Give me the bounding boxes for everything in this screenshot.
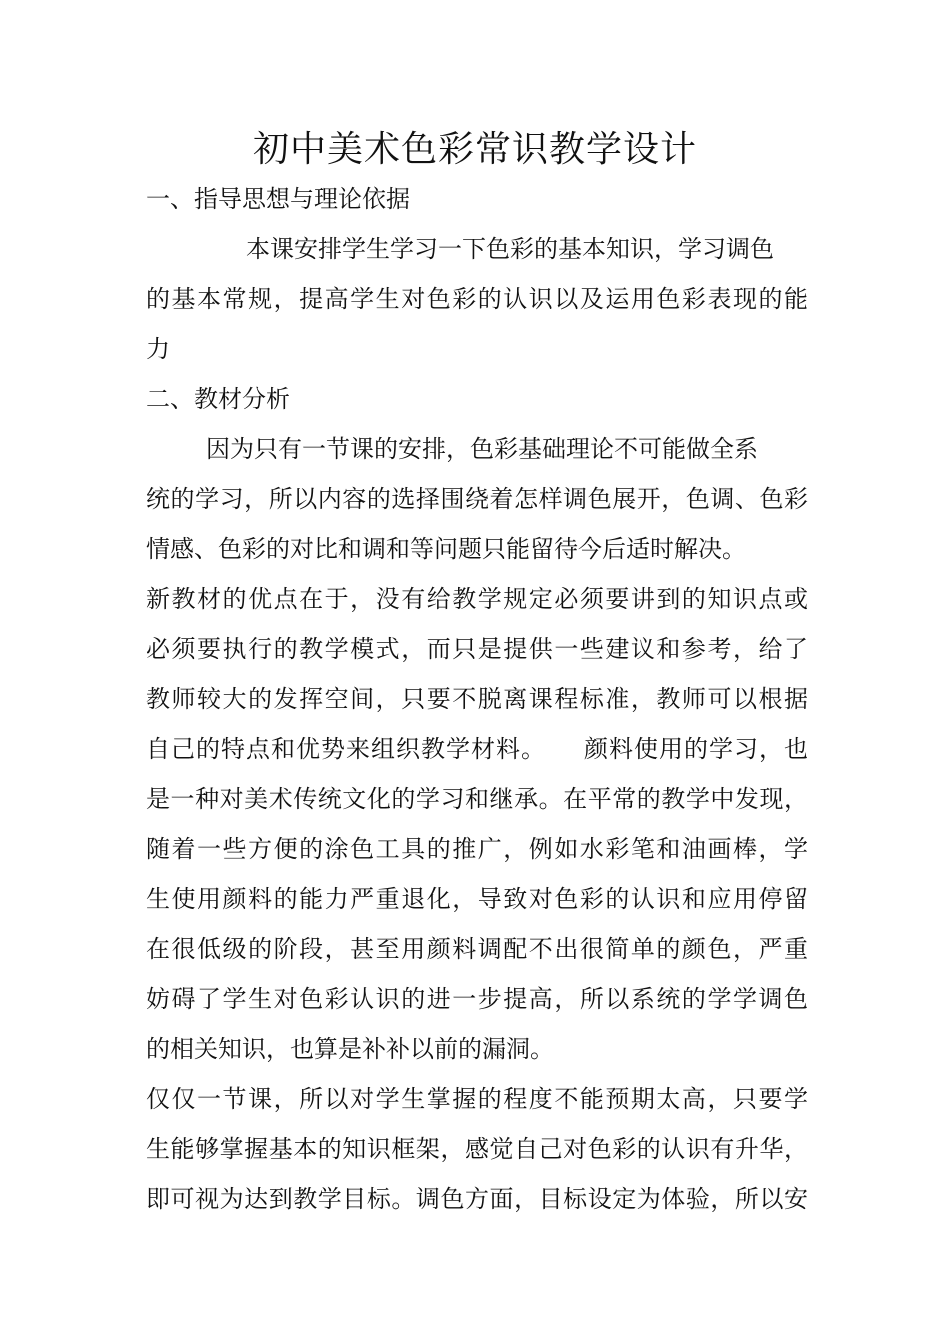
paragraph-line: 妨碍了学生对色彩认识的进一步提高，所以系统的学学调色	[146, 985, 808, 1013]
paragraph-line: 即可视为达到教学目标。调色方面，目标设定为体验，所以安	[146, 1185, 808, 1213]
paragraph-line: 教师较大的发挥空间，只要不脱离课程标准，教师可以根据	[146, 685, 808, 713]
paragraph-line: 自己的特点和优势来组织教学材料。 颜料使用的学习，也	[146, 735, 808, 763]
paragraph-line: 情感、色彩的对比和调和等问题只能留待今后适时解决。	[146, 535, 746, 563]
document-title: 初中美术色彩常识教学设计	[252, 129, 697, 170]
section-heading-1: 一、指导思想与理论依据	[146, 185, 410, 213]
paragraph-line: 仅仅一节课，所以对学生掌握的程度不能预期太高，只要学	[146, 1085, 808, 1113]
paragraph-line: 力	[146, 335, 170, 363]
paragraph-line: 在很低级的阶段，甚至用颜料调配不出很简单的颜色，严重	[146, 935, 808, 963]
paragraph-line: 的基本常规，提高学生对色彩的认识以及运用色彩表现的能	[146, 285, 808, 313]
paragraph-line: 的相关知识，也算是补补以前的漏洞。	[146, 1035, 554, 1063]
paragraph-line: 本课安排学生学习一下色彩的基本知识，学习调色	[246, 235, 774, 263]
paragraph-line: 必须要执行的教学模式，而只是提供一些建议和参考，给了	[146, 635, 808, 663]
paragraph-line: 新教材的优点在于，没有给教学规定必须要讲到的知识点或	[146, 585, 808, 613]
paragraph-line: 随着一些方便的涂色工具的推广，例如水彩笔和油画棒，学	[146, 835, 808, 863]
paragraph-line: 统的学习，所以内容的选择围绕着怎样调色展开，色调、色彩	[146, 485, 808, 513]
paragraph-line: 是一种对美术传统文化的学习和继承。在平常的教学中发现，	[146, 785, 808, 813]
paragraph-line: 因为只有一节课的安排，色彩基础理论不可能做全系	[206, 435, 758, 463]
section-heading-2: 二、教材分析	[146, 385, 290, 413]
paragraph-line: 生能够掌握基本的知识框架，感觉自己对色彩的认识有升华，	[146, 1135, 808, 1163]
paragraph-line: 生使用颜料的能力严重退化，导致对色彩的认识和应用停留	[146, 885, 808, 913]
